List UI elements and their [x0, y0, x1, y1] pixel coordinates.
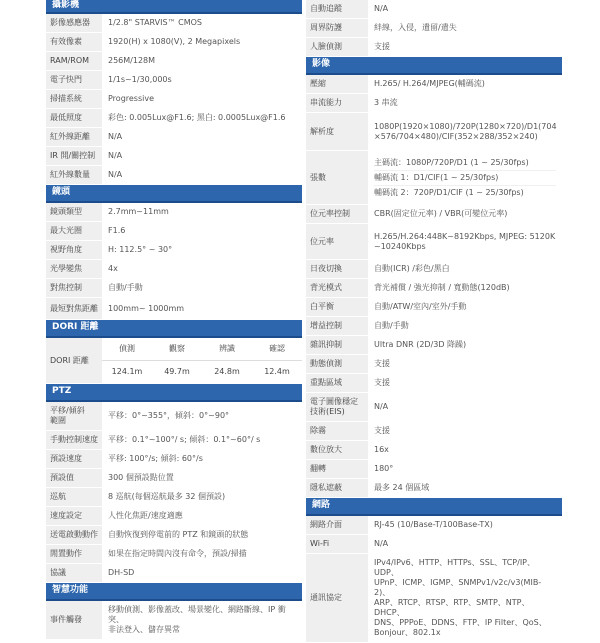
spec-value — [368, 224, 562, 259]
spec-value-line: 背光補償 / 強光抑制 / 寬動態(120dB) — [374, 283, 510, 292]
spec-row — [306, 260, 562, 279]
spec-row — [46, 431, 302, 450]
spec-value-line: F1.6 — [108, 226, 126, 235]
spec-value-line: 彩色: 0.005Lux@F1.6; 黑白: 0.0005Lux@F1.6 — [108, 113, 286, 122]
spec-label: 雜訊抑制 — [306, 336, 368, 354]
spec-row — [46, 128, 302, 147]
spec-value-line: 平移：0.1°~100°/ s; 傾斜：0.1°~60°/ s — [108, 435, 261, 444]
spec-value-line: ×576/704×480)/CIF(352×288/352×240) — [374, 131, 538, 141]
spec-row — [46, 450, 302, 469]
spec-value — [102, 128, 302, 146]
section-header: 影像 — [306, 57, 562, 75]
dori-heading: 確認 — [252, 338, 302, 361]
spec-value-line: N/A — [374, 402, 389, 411]
spec-value-line: H.265/ H.264/MJPEG(輔碼流) — [374, 79, 485, 88]
dori-heading: 辨識 — [202, 338, 252, 361]
spec-value-line: 支援 — [374, 359, 390, 368]
spec-label: 串流能力 — [306, 94, 368, 112]
spec-row — [46, 260, 302, 279]
spec-value — [368, 516, 562, 534]
spec-row — [46, 241, 302, 260]
spec-value-line: 自動/ATW/室內/室外/手動 — [374, 302, 467, 311]
spec-row — [306, 460, 562, 479]
spec-label: 有效像素 — [46, 33, 102, 51]
spec-row — [46, 147, 302, 166]
spec-label: 速度設定 — [46, 507, 102, 525]
spec-label: 影像感應器 — [46, 14, 102, 32]
spec-value — [102, 14, 302, 32]
spec-value-line: 平移：0°~355°，傾斜：0°~90° — [108, 411, 230, 420]
spec-row — [46, 279, 302, 298]
spec-row — [46, 71, 302, 90]
spec-row — [306, 422, 562, 441]
spec-value — [102, 402, 302, 430]
spec-value-line: 輔碼流 1：D1/CIF(1 ~ 25/30fps) — [374, 171, 556, 186]
spec-value-line: N/A — [108, 170, 123, 179]
spec-value-line: 主碼流：1080P/720P/D1 (1 ~ 25/30fps) — [374, 156, 556, 171]
spec-label: 鏡頭類型 — [46, 203, 102, 221]
spec-value-line: RJ-45 (10/Base-T/100Base-TX) — [374, 520, 493, 529]
spec-value-line: N/A — [374, 4, 389, 13]
spec-label: 手動控制速度 — [46, 431, 102, 449]
spec-label: 數位放大 — [306, 441, 368, 459]
spec-row — [46, 90, 302, 109]
spec-row — [306, 205, 562, 224]
spec-row — [306, 19, 562, 38]
spec-label: 白平衡 — [306, 298, 368, 316]
spec-value — [368, 393, 562, 421]
spec-label: 對焦控制 — [46, 279, 102, 297]
spec-row — [306, 374, 562, 393]
spec-label: 翻轉 — [306, 460, 368, 478]
spec-value — [102, 166, 302, 184]
spec-row — [46, 488, 302, 507]
spec-value-line: 1080P(1920×1080)/720P(1280×720)/D1(704 — [374, 121, 557, 131]
spec-row — [46, 507, 302, 526]
spec-value-line: 如果在指定時間內沒有命令，預設/掃描 — [108, 549, 247, 558]
spec-value — [102, 109, 302, 127]
spec-value — [102, 564, 302, 582]
spec-value-line: 8 巡航(每個巡航最多 32 個預設) — [108, 492, 226, 501]
spec-value — [368, 441, 562, 459]
spec-value-line: 2.7mm~11mm — [108, 207, 169, 216]
section-header: 攝影機 — [46, 0, 302, 14]
spec-value — [102, 469, 302, 487]
dori-value: 24.8m — [214, 367, 240, 376]
spec-label: 巡航 — [46, 488, 102, 506]
dori-value: 12.4m — [264, 367, 290, 376]
spec-value-line: ~10240Kbps — [374, 241, 426, 251]
spec-value-line: 自動恢復到停電前的 PTZ 和鏡頭的狀態 — [108, 530, 249, 539]
spec-value — [368, 336, 562, 354]
spec-row — [306, 516, 562, 535]
spec-label: 事件觸發 — [46, 601, 102, 639]
spec-label: 動態偵測 — [306, 355, 368, 373]
spec-row — [46, 52, 302, 71]
spec-value-line: 人性化焦距/速度適應 — [108, 511, 183, 520]
spec-label: IR 開/關控制 — [46, 147, 102, 165]
spec-row — [306, 0, 562, 19]
spec-label: 光學變焦 — [46, 260, 102, 278]
spec-row — [306, 38, 562, 57]
spec-row — [46, 203, 302, 222]
spec-row — [46, 338, 302, 384]
spec-row — [46, 166, 302, 185]
spec-value — [102, 71, 302, 89]
spec-row — [306, 535, 562, 554]
spec-value-line: 移動偵測、影像蓋改、場景變化、網路斷線、IP 衝突、 — [108, 605, 286, 624]
spec-value — [102, 545, 302, 563]
spec-label: 最短對焦距離 — [46, 298, 102, 319]
spec-row — [306, 317, 562, 336]
spec-value — [102, 52, 302, 70]
spec-value — [102, 507, 302, 525]
spec-row — [306, 479, 562, 498]
right-spec-column — [306, 0, 562, 643]
spec-label: 解析度 — [306, 113, 368, 150]
spec-value — [368, 460, 562, 478]
spec-row — [306, 75, 562, 94]
left-spec-column — [46, 0, 302, 640]
spec-value-line: H: 112.5° ~ 30° — [108, 245, 173, 254]
spec-value — [102, 601, 302, 639]
spec-value-line: N/A — [108, 151, 123, 160]
spec-value — [102, 298, 302, 319]
spec-value — [368, 355, 562, 373]
spec-value — [368, 535, 562, 553]
spec-label: 人臉偵測 — [306, 38, 368, 56]
spec-label: 除霧 — [306, 422, 368, 440]
spec-row — [306, 393, 562, 422]
spec-value-line: Bonjour、802.1x — [374, 628, 441, 637]
spec-row — [46, 14, 302, 33]
spec-label: 送電啟動動作 — [46, 526, 102, 544]
spec-value — [368, 205, 562, 223]
spec-label: 背光模式 — [306, 279, 368, 297]
spec-label: 重點區域 — [306, 374, 368, 392]
spec-value-line: CBR(固定位元率) / VBR(可變位元率) — [374, 209, 508, 218]
spec-row — [46, 469, 302, 488]
spec-value-line: 自動/手動 — [374, 321, 409, 330]
spec-label: 預設速度 — [46, 450, 102, 468]
spec-value-line: IPv4/IPv6、HTTP、HTTPs、SSL、TCP/IP、UDP、 — [374, 558, 536, 577]
section-header: PTZ — [46, 384, 302, 402]
spec-label: 增益控制 — [306, 317, 368, 335]
spec-row — [46, 298, 302, 320]
spec-value-line: N/A — [108, 132, 123, 141]
spec-label: 平移/傾斜 範圍 — [46, 402, 102, 430]
dori-value: 49.7m — [164, 367, 190, 376]
spec-value-line: Progressive — [108, 94, 155, 103]
spec-row — [306, 224, 562, 260]
spec-row — [46, 545, 302, 564]
spec-value-line: Ultra DNR (2D/3D 降躁) — [374, 340, 467, 349]
spec-value-line: 100mm~ 1000mm — [108, 303, 185, 313]
spec-row — [46, 601, 302, 640]
spec-value-line: 256M/128M — [108, 56, 156, 65]
spec-label: 閒置動作 — [46, 545, 102, 563]
spec-value-line: 非法登入、儲存異常 — [108, 625, 180, 634]
section-header: 智慧功能 — [46, 583, 302, 601]
spec-value-line: 自動/手動 — [108, 283, 143, 292]
spec-value — [102, 279, 302, 297]
section-header: DORI 距離 — [46, 320, 302, 338]
spec-label: 掃描系統 — [46, 90, 102, 108]
spec-value-line: 最多 24 個區域 — [374, 483, 430, 492]
spec-value-line: DH-SD — [108, 568, 135, 577]
spec-row — [306, 151, 562, 205]
spec-label: RAM/ROM — [46, 52, 102, 70]
spec-value-line: 16x — [374, 445, 389, 454]
spec-label: 壓縮 — [306, 75, 368, 93]
dori-heading: 觀察 — [152, 338, 202, 361]
spec-value — [368, 19, 562, 37]
spec-label: 位元率 — [306, 224, 368, 259]
spec-value — [102, 147, 302, 165]
spec-value-line: 支援 — [374, 426, 390, 435]
spec-value-line: 絆線，入侵，遺留/遺失 — [374, 23, 457, 32]
spec-value — [102, 488, 302, 506]
spec-value — [368, 113, 563, 150]
spec-label: 日夜切換 — [306, 260, 368, 278]
spec-value-line: 1/2.8" STARVIS™ CMOS — [108, 18, 202, 27]
spec-value — [368, 151, 562, 204]
spec-row — [46, 222, 302, 241]
dori-table — [102, 338, 302, 383]
spec-label: 網路介面 — [306, 516, 368, 534]
spec-value — [368, 422, 562, 440]
spec-label: 最低照度 — [46, 109, 102, 127]
spec-label: 周界防護 — [306, 19, 368, 37]
spec-row — [306, 279, 562, 298]
spec-label: 位元率控制 — [306, 205, 368, 223]
dori-heading: 偵測 — [102, 338, 152, 361]
spec-label: 視野角度 — [46, 241, 102, 259]
spec-label: 張數 — [306, 151, 368, 204]
spec-value — [102, 33, 302, 51]
spec-row — [46, 564, 302, 583]
spec-label: 通訊協定 — [306, 554, 368, 642]
spec-value-line: 4x — [108, 264, 118, 273]
spec-row — [306, 441, 562, 460]
spec-value-line: H.265/H.264:448K~8192Kbps, MJPEG: 5120K — [374, 231, 556, 241]
spec-row — [46, 402, 302, 431]
spec-value — [102, 431, 302, 449]
spec-row — [306, 554, 562, 643]
spec-value-line: 3 串流 — [374, 98, 398, 107]
spec-value — [368, 479, 562, 497]
spec-label: 紅外線距離 — [46, 128, 102, 146]
spec-value-line: 180° — [374, 464, 394, 473]
spec-row — [306, 336, 562, 355]
spec-value-line: 300 個預設點位置 — [108, 473, 174, 482]
spec-value-line: 1/1s~1/30,000s — [108, 75, 172, 84]
spec-row — [46, 33, 302, 52]
spec-value — [368, 279, 562, 297]
spec-value — [368, 374, 562, 392]
spec-label: 預設值 — [46, 469, 102, 487]
spec-row — [306, 113, 562, 151]
spec-row — [306, 355, 562, 374]
spec-label: 最大光圈 — [46, 222, 102, 240]
spec-value-line: ARP、RTCP、RTSP、RTP、SMTP、NTP、DHCP、 — [374, 598, 530, 617]
spec-value-line: 輔碼流 2：720P/D1/CIF (1 ~ 25/30fps) — [374, 187, 524, 197]
spec-value — [102, 450, 302, 468]
spec-label: 自動追蹤 — [306, 0, 368, 18]
spec-value — [102, 222, 302, 240]
spec-value-line: DNS、PPPoE、DDNS、FTP、IP Filter、QoS、 — [374, 618, 547, 627]
spec-label: 協議 — [46, 564, 102, 582]
spec-value — [368, 554, 562, 642]
spec-value — [368, 94, 562, 112]
spec-value-line: 支援 — [374, 42, 390, 51]
spec-value — [368, 260, 562, 278]
spec-value — [368, 317, 562, 335]
spec-value — [368, 38, 562, 56]
spec-value — [102, 90, 302, 108]
spec-row — [46, 526, 302, 545]
spec-row — [306, 298, 562, 317]
spec-value-line: 支援 — [374, 378, 390, 387]
spec-value-line: N/A — [374, 539, 389, 548]
spec-label: 電子圖像穩定 技術(EIS) — [306, 393, 368, 421]
spec-value — [102, 203, 302, 221]
spec-label: 電子快門 — [46, 71, 102, 89]
spec-label: 隱私遮蔽 — [306, 479, 368, 497]
spec-value — [102, 526, 302, 544]
spec-value — [368, 0, 562, 18]
dori-value: 124.1m — [111, 367, 143, 376]
spec-value-line: 1920(H) x 1080(V), 2 Megapixels — [108, 37, 241, 46]
spec-row — [46, 109, 302, 128]
spec-value-line: UPnP、ICMP、IGMP、SNMPv1/v2c/v3(MIB-2)、 — [374, 578, 542, 597]
spec-label: 紅外線數量 — [46, 166, 102, 184]
spec-label: DORI 距離 — [46, 338, 102, 383]
spec-value — [368, 298, 562, 316]
section-header: 鏡頭 — [46, 185, 302, 203]
spec-value — [102, 241, 302, 259]
spec-label: Wi-Fi — [306, 535, 368, 553]
spec-value — [102, 260, 302, 278]
spec-value — [368, 75, 562, 93]
spec-row — [306, 94, 562, 113]
spec-value-line: 自動(ICR) /彩色/黑白 — [374, 264, 450, 273]
spec-value-line: 平移: 100°/s; 傾斜: 60°/s — [108, 454, 203, 463]
section-header: 網路 — [306, 498, 562, 516]
